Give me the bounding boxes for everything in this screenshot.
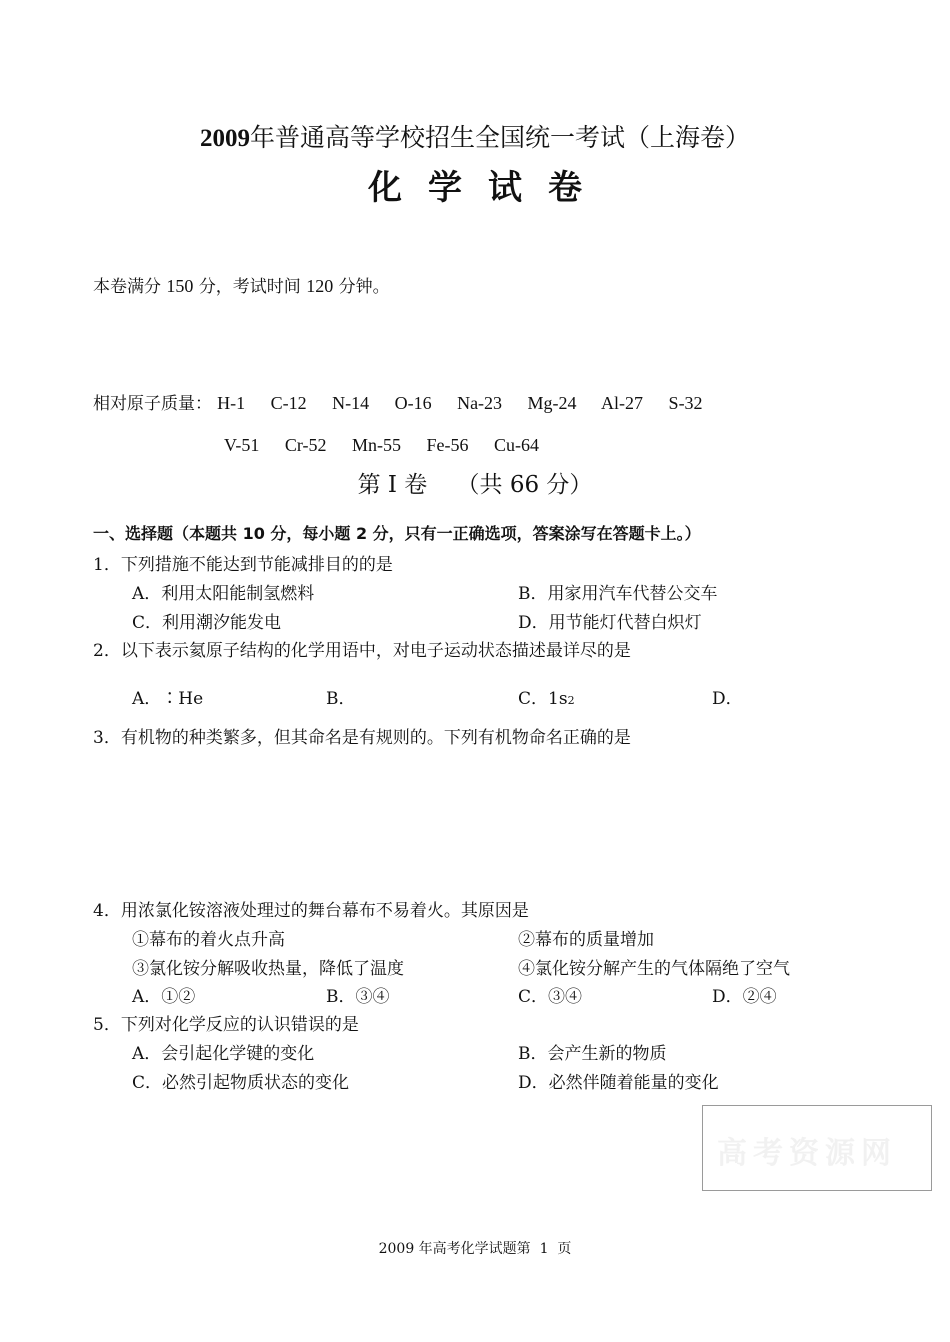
question-1-option-d: D．用节能灯代替白炽灯 — [518, 613, 702, 633]
score-pre: 本卷满分 — [93, 277, 161, 297]
exam-subtitle: 化学试卷 — [368, 168, 608, 208]
atomic-masses-label: 相对原子质量： — [93, 394, 212, 414]
question-2-option-d: D． — [712, 689, 743, 709]
exam-year: 2009 — [199, 125, 250, 152]
question-1-option-c: C．利用潮汐能发电 — [132, 613, 282, 633]
time-number: 120 — [306, 276, 334, 296]
question-4-reason-2: ②幕布的质量增加 — [518, 930, 654, 950]
score-mid: 分，考试时间 — [198, 277, 301, 297]
question-4-reason-4: ④氯化铵分解产生的气体隔绝了空气 — [518, 959, 790, 979]
question-2-option-c — [518, 684, 575, 709]
question-5-option-c: C．必然引起物质状态的变化 — [132, 1073, 350, 1093]
question-5-option-a: A．会引起化学键的变化 — [132, 1044, 315, 1064]
question-2-option-c-text: C．1s — [518, 689, 568, 709]
question-4-option-b: B．③④ — [326, 987, 390, 1007]
question-1-stem: 1．下列措施不能达到节能减排目的的是 — [93, 555, 393, 575]
question-1-option-a: A．利用太阳能制氢燃料 — [132, 584, 315, 604]
exam-title — [0, 118, 950, 154]
atomic-masses-values1: H-1 C-12 N-14 O-16 Na-23 Mg-24 Al-27 S-32 — [217, 393, 703, 413]
question-5-stem: 5．下列对化学反应的认识错误的是 — [93, 1015, 359, 1035]
question-2-option-c-superscript: 2 — [567, 694, 575, 707]
page-footer: 2009 年高考化学试题第 1 页 — [378, 1241, 572, 1257]
question-2-stem: 2．以下表示氦原子结构的化学用语中，对电子运动状态描述最详尽的是 — [93, 641, 631, 661]
question-4-option-a: A．①② — [132, 987, 196, 1007]
question-1-option-b: B．用家用汽车代替公交车 — [518, 584, 718, 604]
question-2-option-a: A．∶He — [132, 689, 204, 709]
score-post: 分钟。 — [338, 277, 390, 297]
question-4-reason-3: ③氯化铵分解吸收热量，降低了温度 — [132, 959, 404, 979]
watermark-text: 高考资源网 — [717, 1136, 897, 1171]
exam-title-text: 年普通高等学校招生全国统一考试（上海卷） — [249, 123, 750, 152]
score-number: 150 — [166, 276, 194, 296]
watermark-box — [702, 1105, 932, 1191]
question-4-reason-1: ①幕布的着火点升高 — [132, 930, 285, 950]
part-heading: 一、选择题（本题共 10 分，每小题 2 分，只有一正确选项，答案涂写在答题卡上。） — [93, 524, 701, 543]
question-5-option-d: D．必然伴随着能量的变化 — [518, 1073, 719, 1093]
question-3-stem: 3．有机物的种类繁多，但其命名是有规则的。下列有机物命名正确的是 — [93, 728, 631, 748]
exam-info — [93, 272, 390, 297]
atomic-masses-line1 — [93, 389, 703, 414]
section-title: 第 I 卷 （共 66 分） — [357, 472, 593, 498]
question-4-option-d: D．②④ — [712, 987, 777, 1007]
question-4-option-c: C．③④ — [518, 987, 583, 1007]
atomic-masses-values2: V-51 Cr-52 Mn-55 Fe-56 Cu-64 — [224, 435, 539, 455]
question-2-option-b: B． — [326, 689, 356, 709]
question-5-option-b: B．会产生新的物质 — [518, 1044, 667, 1064]
question-4-stem: 4．用浓氯化铵溶液处理过的舞台幕布不易着火。其原因是 — [93, 901, 529, 921]
